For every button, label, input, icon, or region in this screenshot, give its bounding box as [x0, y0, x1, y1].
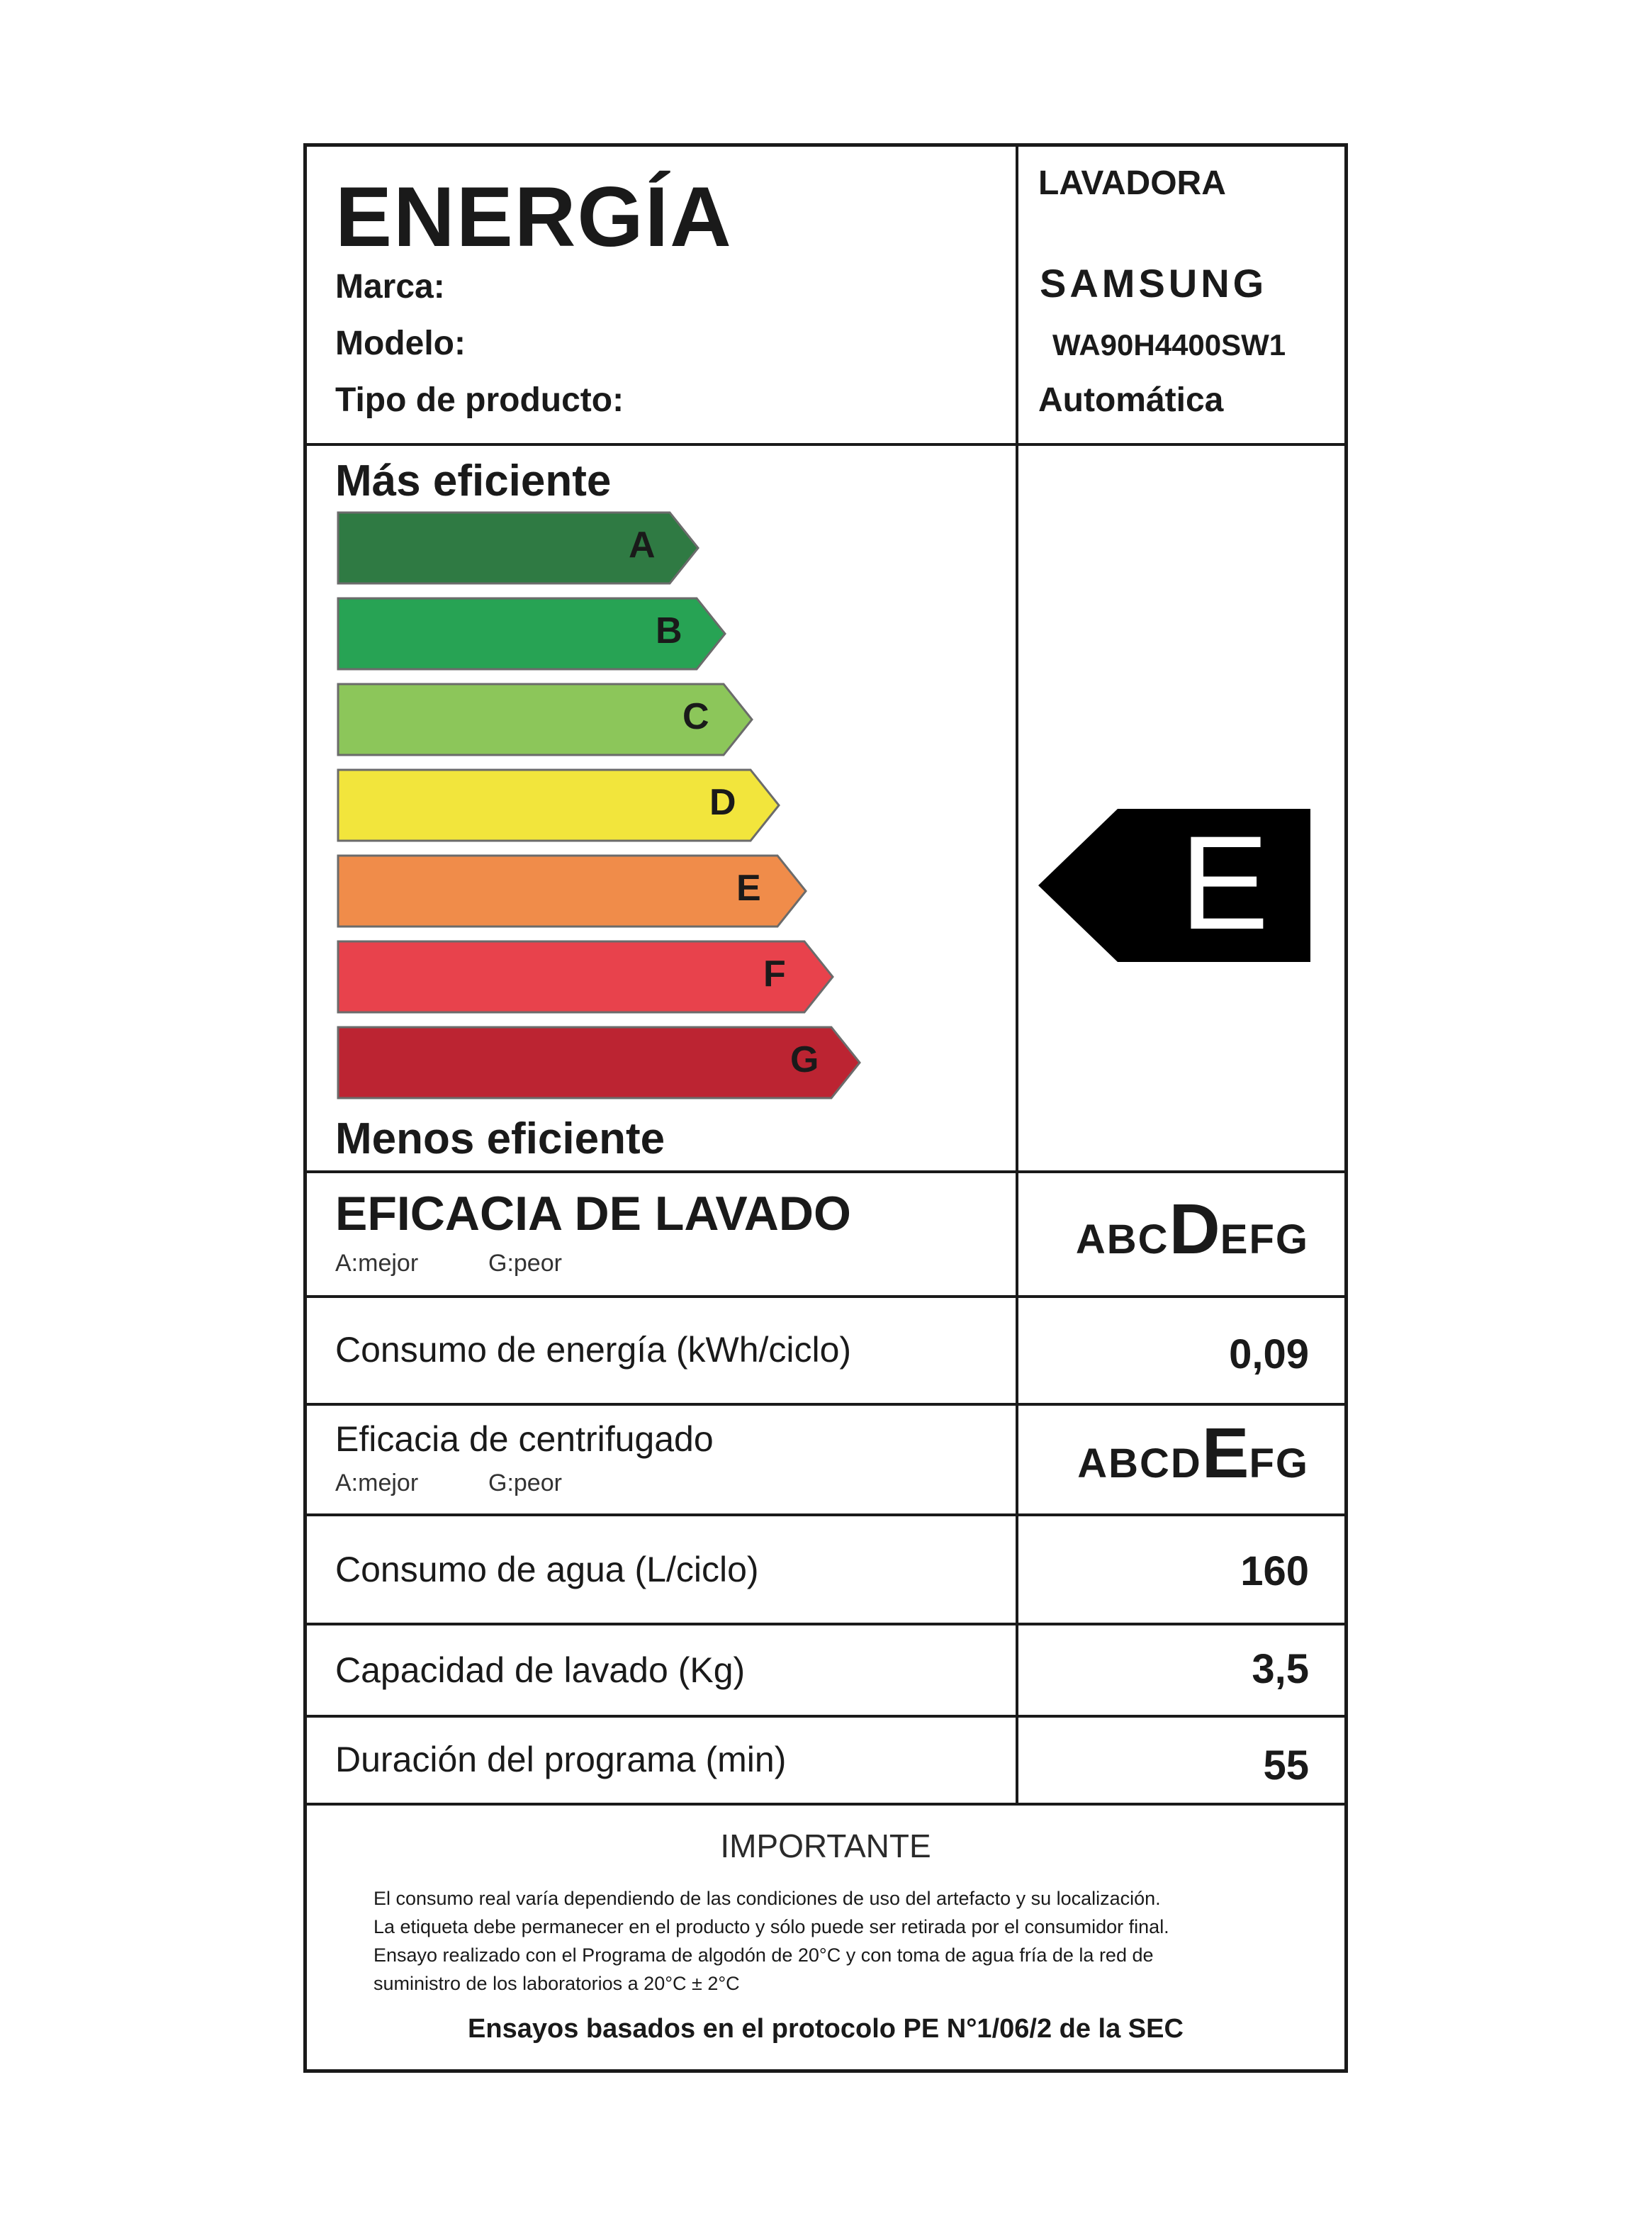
column-divider	[1016, 147, 1018, 1803]
divider	[307, 1295, 1344, 1298]
grade-letter-selected: D	[1169, 1190, 1220, 1269]
efficiency-bar-shape	[337, 1026, 861, 1099]
grade-letters-after: FG	[1249, 1440, 1309, 1487]
important-line: Ensayo realizado con el Programa de algodón de 20°C y con toma de agua fría de la red de	[373, 1944, 1154, 1966]
rating-arrow-shape	[1038, 809, 1310, 962]
efficiency-bar-f	[337, 940, 834, 1014]
grade-letter-selected: E	[1201, 1414, 1249, 1493]
energy-label	[303, 143, 1348, 2073]
efficiency-bar-letter: G	[790, 1039, 819, 1080]
divider	[307, 1403, 1344, 1406]
washing-efficacy-title: EFICACIA DE LAVADO	[335, 1187, 851, 1241]
important-line: La etiqueta debe permanecer en el producto y sólo puede ser retirada por el consumidor final.	[373, 1916, 1169, 1937]
efficiency-bar-letter: C	[682, 696, 709, 737]
divider	[307, 1715, 1344, 1718]
efficiency-bar-c	[337, 683, 753, 756]
important-line: El consumo real varía dependiendo de las condiciones de uso del artefacto y su localización.	[373, 1888, 1161, 1909]
efficiency-bar-d	[337, 768, 780, 842]
divider	[307, 1803, 1344, 1806]
washing-best-note: A:mejor	[335, 1250, 419, 1277]
product-type-value: Automática	[1038, 381, 1224, 419]
energy-consumption-value: 0,09	[1229, 1331, 1309, 1377]
protocol-note: Ensayos basados en el protocolo PE N°1/06/2 de la SEC	[468, 2014, 1184, 2044]
brand-label: Marca:	[335, 268, 445, 306]
model-value: WA90H4400SW1	[1052, 328, 1286, 362]
efficiency-bar-g	[337, 1026, 861, 1099]
product-type-label: Tipo de producto:	[335, 381, 624, 419]
efficiency-bar-letter: A	[629, 525, 656, 566]
divider	[307, 1513, 1344, 1516]
program-duration-label: Duración del programa (min)	[335, 1740, 787, 1779]
efficiency-bar-b	[337, 597, 726, 671]
program-duration-value: 55	[1263, 1742, 1309, 1789]
energy-consumption-label: Consumo de energía (kWh/ciclo)	[335, 1330, 852, 1370]
important-title: IMPORTANTE	[720, 1828, 931, 1864]
washing-worst-note: G:peor	[488, 1250, 562, 1277]
efficiency-bar-fill	[338, 941, 833, 1012]
divider	[307, 443, 1344, 446]
energy-rating-arrow	[1038, 809, 1310, 962]
efficiency-bar-letter: E	[736, 868, 761, 909]
least-efficient-label: Menos eficiente	[335, 1114, 665, 1163]
spin-best-note: A:mejor	[335, 1470, 419, 1496]
grade-letters-before: ABC	[1075, 1216, 1169, 1263]
grade-letters-after: EFG	[1220, 1216, 1309, 1263]
washing-capacity-label: Capacidad de lavado (Kg)	[335, 1650, 746, 1690]
divider	[307, 1170, 1344, 1173]
spin-efficacy-label: Eficacia de centrifugado	[335, 1419, 714, 1459]
efficiency-bar-letter: D	[709, 782, 736, 823]
efficiency-bar-shape	[337, 940, 834, 1014]
most-efficient-label: Más eficiente	[335, 457, 612, 505]
divider	[307, 1623, 1344, 1625]
label-title: ENERGÍA	[335, 169, 733, 264]
brand-value: SAMSUNG	[1040, 261, 1268, 306]
efficiency-bar-e	[337, 854, 807, 928]
water-consumption-label: Consumo de agua (L/ciclo)	[335, 1550, 759, 1589]
washing-capacity-value: 3,5	[1252, 1646, 1309, 1692]
efficiency-bar-fill	[338, 1027, 860, 1098]
energy-rating-letter: E	[1180, 808, 1269, 957]
washing-efficacy-grade	[1076, 1189, 1309, 1270]
spin-efficacy-grade	[1077, 1413, 1309, 1494]
efficiency-bar-letter: B	[656, 610, 682, 651]
grade-letters-before: ABCD	[1077, 1440, 1202, 1487]
efficiency-bar-fill	[338, 856, 806, 927]
model-label: Modelo:	[335, 325, 466, 362]
efficiency-bar-a	[337, 511, 699, 585]
water-consumption-value: 160	[1240, 1548, 1309, 1594]
important-line: suministro de los laboratorios a 20°C ± 2°C	[373, 1973, 740, 1994]
product-category: LAVADORA	[1038, 164, 1226, 202]
efficiency-bar-letter: F	[763, 953, 786, 995]
spin-worst-note: G:peor	[488, 1470, 562, 1496]
